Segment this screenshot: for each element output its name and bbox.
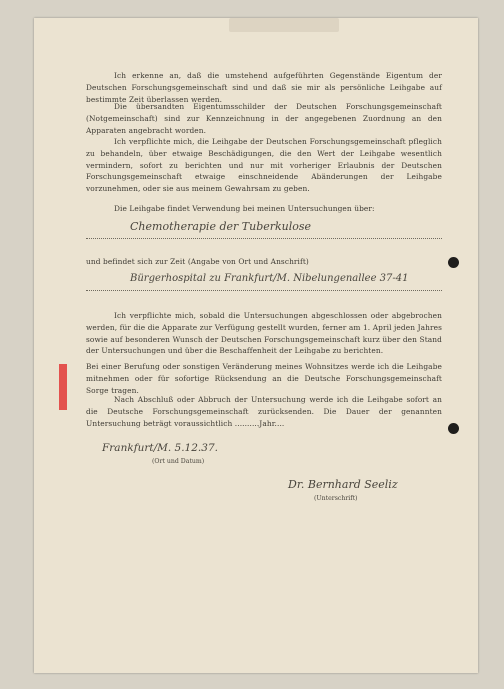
handwritten-location: Bürgerhospital zu Frankfurt/M. Nibelungenallee 37-41	[130, 273, 409, 284]
handwritten-place-date: Frankfurt/M. 5.12.37.	[102, 442, 218, 454]
handwritten-signature: Dr. Bernhard Seeliz	[288, 478, 398, 491]
paragraph-obligations: Ich verpflichte mich, die Leihgabe der Deutschen Forschungsgemeinschaft pfleglich zu behandeln, über etwaige Beschädigungen, die den Wert der Leihgabe wesentlich vermindern, sofort zu berichten und nur mit vorheriger Erlaubnis der Deutschen Forschungsgemeinschaft etwaige einschneidende Abänderungen der Leihgabe vorzunehmen, oder sie aus meinem Gewahrsam zu geben.	[86, 137, 442, 194]
dotted-line	[86, 238, 442, 239]
paragraph-return: Nach Abschluß oder Abbruch der Untersuchung werde ich die Leihgabe sofort an die Deutsche Forschungsgemeinschaft zurücksenden. Die Dauer der genannten Untersuchung beträgt voraussichtlich ..........Jahr....	[86, 395, 442, 428]
paragraph-location-prompt: und befindet sich zur Zeit (Angabe von Ort und Anschrift)	[86, 257, 309, 266]
red-margin-marker	[59, 364, 67, 410]
paragraph-labels: Die übersandten Eigentumsschilder der Deutschen Forschungsgemeinschaft (Notgemeinschaft) sind zur Kennzeichnung in der angegebenen Zuordnung an den Apparaten angebracht worden.	[86, 102, 442, 135]
paragraph-usage-prompt: Die Leihgabe findet Verwendung bei meinen Untersuchungen über:	[114, 204, 375, 213]
document-page	[34, 18, 478, 673]
paragraph-reporting: Ich verpflichte mich, sobald die Untersuchungen abgeschlossen oder abgebrochen werden, für die die Apparate zur Verfügung gestellt wurden, ferner am 1. April jeden Jahres sowie auf besonderen Wunsch der Deutschen Forschungsgemeinschaft kurz über den Stand der Untersuchungen und über die Beschaffenheit der Leihgabe zu berichten.	[86, 311, 442, 356]
paragraph-ownership: Ich erkenne an, daß die umstehend aufgeführten Gegenstände Eigentum der Deutschen Forschungsgemeinschaft sind und daß sie mir als persönliche Leihgabe auf bestimmte Zeit überlassen werden.	[86, 71, 442, 104]
paragraph-relocation: Bei einer Berufung oder sonstigen Veränderung meines Wohnsitzes werde ich die Leihgabe mitnehmen oder für sofortige Rücksendung an die Deutsche Forschungsgemeinschaft Sorge tragen.	[86, 362, 442, 395]
handwritten-subject: Chemotherapie der Tuberkulose	[130, 220, 312, 233]
caption-signature: (Unterschrift)	[314, 495, 358, 502]
punch-hole	[448, 423, 459, 434]
bleed-through-mark	[229, 18, 339, 32]
caption-place-date: (Ort und Datum)	[152, 458, 205, 465]
punch-hole	[448, 257, 459, 268]
dotted-line	[86, 290, 442, 291]
